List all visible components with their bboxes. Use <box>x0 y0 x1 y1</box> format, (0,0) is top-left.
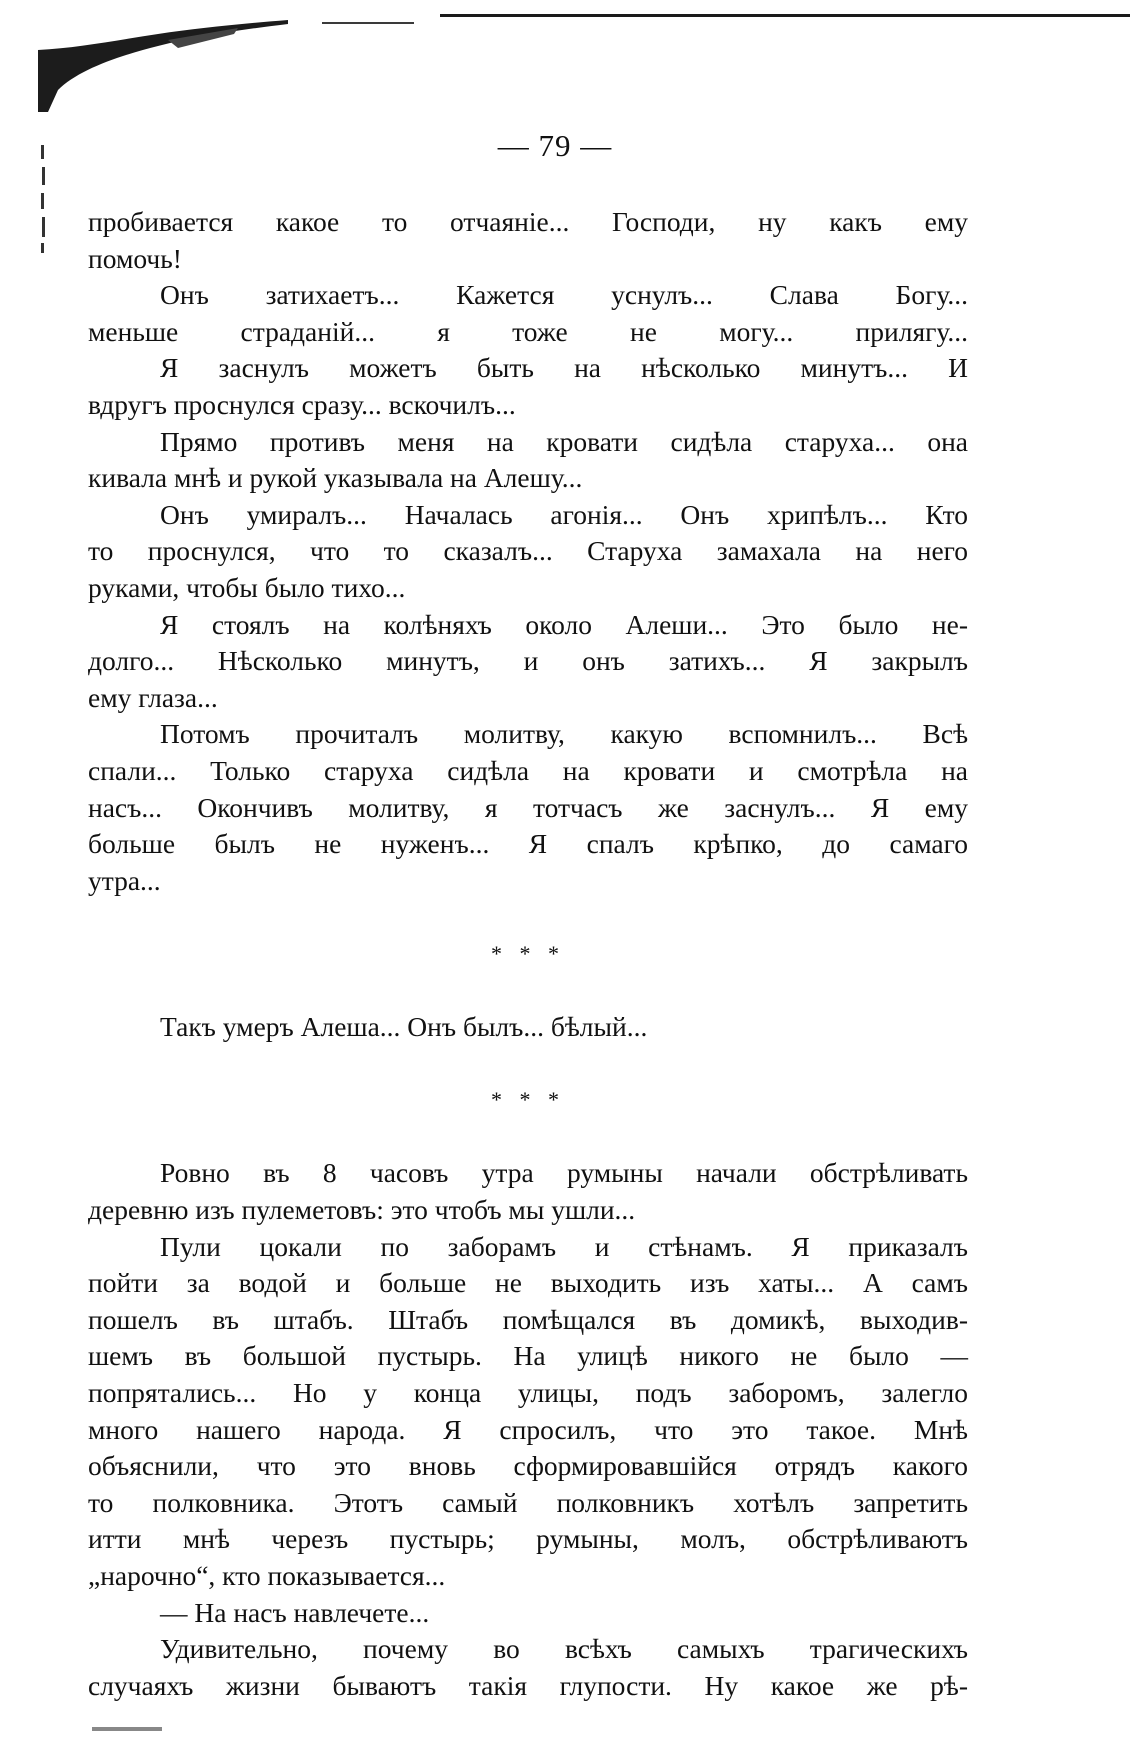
text-line: много нашего народа. Я спросилъ, что это такое. Мнѣ <box>88 1413 968 1445</box>
section-separator-stars: * * * <box>491 940 565 966</box>
text-line: деревню изъ пулеметовъ: это чтобъ мы ушли... <box>88 1194 636 1226</box>
text-line: руками, чтобы было тихо... <box>88 571 406 603</box>
section-gap <box>88 899 968 936</box>
scan-top-rule-long <box>440 14 1130 17</box>
text-line: Прямо противъ меня на кровати сидѣла старуха... она <box>160 425 968 457</box>
text-line: кивала мнѣ и рукой указывала на Алешу... <box>88 462 583 494</box>
text-line: Ровно въ 8 часовъ утра румыны начали обстрѣливать <box>160 1157 968 1189</box>
text-line: помочь! <box>88 242 182 274</box>
text-line: утра... <box>88 864 161 896</box>
text-line: Удивительно, почему во всѣхъ самыхъ трагическихъ <box>160 1633 968 1665</box>
text-line: долго... Нѣсколько минутъ, и онъ затихъ... Я закрылъ <box>88 645 968 677</box>
text-line: Потомъ прочиталъ молитву, какую вспомнилъ... Всѣ <box>160 718 968 750</box>
text-line: то полковника. Этотъ самый полковникъ хотѣлъ запретить <box>88 1486 968 1518</box>
scan-corner-artifact <box>38 20 288 112</box>
text-line: Онъ затихаетъ... Кажется уснулъ... Слава Богу... <box>160 279 968 311</box>
text-line: итти мнѣ черезъ пустырь; румыны, молъ, обстрѣливаютъ <box>88 1523 968 1555</box>
scan-top-rule-short <box>322 22 414 24</box>
text-line: ему глаза... <box>88 681 218 713</box>
text-line: объяснили, что это вновь сформировавшійся отрядъ какого <box>88 1450 968 1482</box>
page-number: — 79 — <box>497 128 613 163</box>
text-line: больше былъ не нуженъ... Я спалъ крѣпко, до самаго <box>88 828 968 860</box>
body-text <box>88 204 968 1704</box>
text-line: пошелъ въ штабъ. Штабъ помѣщался въ домикѣ, выходив- <box>88 1303 968 1335</box>
text-line: „нарочно“, кто показывается... <box>88 1559 446 1591</box>
text-line: шемъ въ большой пустырь. На улицѣ никого не было — <box>88 1340 968 1372</box>
text-line: случаяхъ жизни бываютъ такія глупости. Ну какое же рѣ- <box>88 1669 968 1701</box>
text-line: пойти за водой и больше не выходить изъ хаты... А самъ <box>88 1267 968 1299</box>
section-gap <box>88 1119 968 1156</box>
text-line: спали... Только старуха сидѣла на кровати и смотрѣла на <box>88 754 968 786</box>
text-line: вдругъ проснулся сразу... вскочилъ... <box>88 388 516 420</box>
text-line: Онъ умиралъ... Началась агонія... Онъ хрипѣлъ... Кто <box>160 498 968 530</box>
text-line: то проснулся, что то сказалъ... Старуха замахала на него <box>88 535 968 567</box>
text-line: Я стоялъ на колѣняхъ около Алеши... Это было не- <box>160 608 968 640</box>
section-separator-stars: * * * <box>491 1087 565 1113</box>
text-line: насъ... Окончивъ молитву, я тотчасъ же заснулъ... Я ему <box>88 791 968 823</box>
text-line: пробивается какое то отчаяніе... Господи, ну какъ ему <box>88 206 968 237</box>
text-line: — На насъ навлечете... <box>160 1596 430 1628</box>
scan-bottom-mark <box>92 1727 162 1731</box>
text-line: попрятались... Но у конца улицы, подъ заборомъ, залегло <box>88 1377 968 1408</box>
text-line: Я заснулъ можетъ быть на нѣсколько минутъ... И <box>160 352 968 384</box>
text-line: меньше страданій... я тоже не могу... прилягу... <box>88 315 968 347</box>
text-line: Пули цокали по заборамъ и стѣнамъ. Я приказалъ <box>160 1230 968 1262</box>
section-gap <box>88 1046 968 1083</box>
text-line: Такъ умеръ Алеша... Онъ былъ... бѣлый... <box>160 1011 648 1043</box>
section-gap <box>88 972 968 1009</box>
